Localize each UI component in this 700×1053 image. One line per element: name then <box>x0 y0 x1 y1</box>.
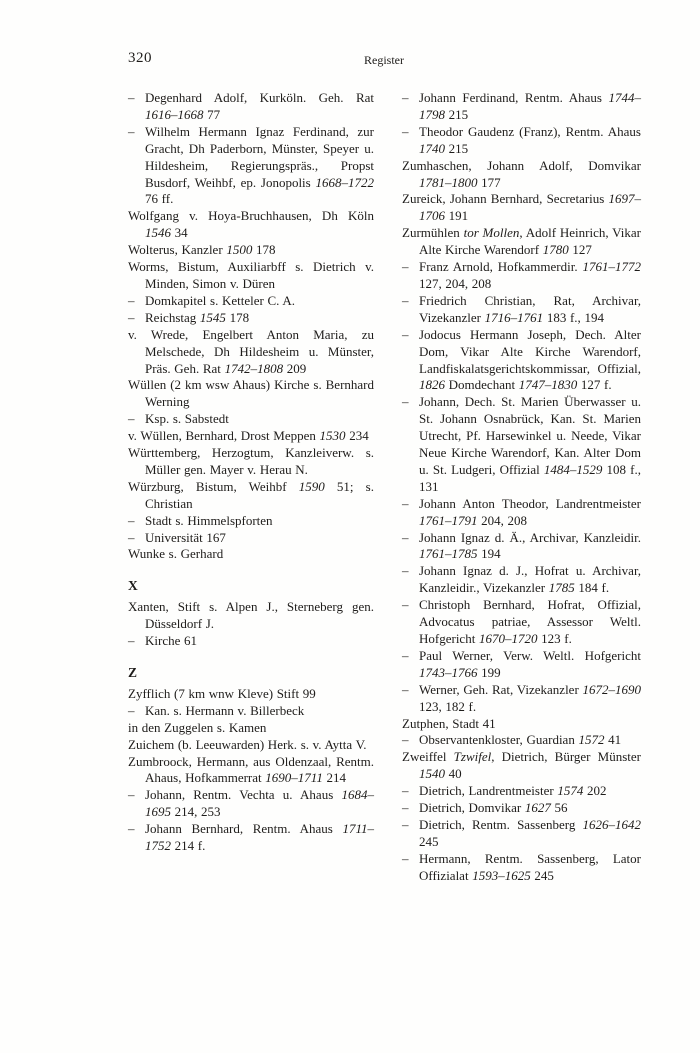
entry-text: 178 <box>252 242 276 258</box>
entry-dash: – <box>402 800 409 816</box>
index-entry <box>128 513 374 530</box>
entry-text: 127, 204, 208 <box>419 275 492 291</box>
entry-dash: – <box>128 123 135 139</box>
entry-text: Observantenkloster, Guardian <box>419 732 579 748</box>
index-entry <box>128 293 374 310</box>
running-title: Register <box>364 53 404 67</box>
entry-text: 123, 182 f. <box>419 698 477 714</box>
entry-date-italic: 1530 <box>319 428 346 444</box>
index-entry <box>128 242 374 259</box>
entry-dash: – <box>128 90 135 105</box>
entry-date-italic: 1826 <box>419 377 445 393</box>
entry-text: Zureick, Johann Bernhard, Secretarius <box>402 191 609 207</box>
entry-text: 245 <box>419 833 439 849</box>
entry-dash: – <box>128 292 135 308</box>
entry-text: 204, 208 <box>477 512 528 528</box>
entry-text: Zyfflich (7 km wnw Kleve) Stift 99 <box>128 685 316 701</box>
index-entry <box>128 720 374 737</box>
entry-dash: – <box>402 681 409 697</box>
entry-text: Zurmühlen <box>402 225 464 241</box>
index-entry <box>402 716 641 733</box>
entry-text: 215 <box>445 106 469 122</box>
index-entry <box>402 597 641 648</box>
entry-date-italic: 1711–1752 <box>145 821 374 854</box>
entry-text: 194 <box>477 546 501 562</box>
entry-date-italic: Tzwifel <box>453 749 492 765</box>
index-entry <box>128 737 374 754</box>
entry-text: , Dietrich, Bürger Münster <box>491 749 641 765</box>
entry-date-italic: 1540 <box>419 766 445 782</box>
entry-text: Zutphen, Stadt 41 <box>402 715 496 731</box>
entry-text: 215 <box>445 140 469 156</box>
entry-text: Zumhaschen, Johann Adolf, Domvikar <box>402 157 641 173</box>
entry-text: 184 f. <box>574 580 610 596</box>
entry-text: 108 f., 131 <box>419 461 641 494</box>
entry-date-italic: 1761–1791 <box>419 512 478 528</box>
section-letter: Z <box>128 665 138 680</box>
index-entry <box>402 648 641 682</box>
entry-dash: – <box>402 529 409 545</box>
index-entry <box>128 310 374 327</box>
index-entry <box>402 259 641 293</box>
index-entry <box>128 124 374 209</box>
entry-date-italic: 1593–1625 <box>472 867 531 883</box>
entry-text: 214 <box>322 770 346 786</box>
entry-date-italic: tor Mollen <box>463 225 520 241</box>
index-entry <box>128 599 374 633</box>
entry-text: 214 f. <box>171 838 206 854</box>
entry-dash: – <box>128 529 135 545</box>
entry-text: 214, 253 <box>171 804 221 820</box>
index-entry <box>128 428 374 445</box>
index-entry <box>402 800 641 817</box>
index-entry <box>402 749 641 783</box>
entry-text: Dietrich, Rentm. Sassenberg <box>419 816 583 832</box>
index-entry <box>402 682 641 716</box>
entry-text: 209 <box>283 360 307 376</box>
index-entry <box>402 817 641 851</box>
entry-text: Worms, Bistum, Auxiliarbff s. Dietrich v. Minden, Simon v. Düren <box>128 259 374 291</box>
entry-text: Franz Arnold, Hofkammerdir. <box>419 259 583 275</box>
entry-date-italic: 1500 <box>226 242 253 258</box>
entry-text: Zuichem (b. Leeuwarden) Herk. s. v. Aytta V. <box>128 736 367 752</box>
entry-text: Johann Ignaz d. J., Hofrat u. Archivar, Kanzleidir., Vizekanzler <box>419 563 641 596</box>
entry-dash: – <box>402 394 409 410</box>
index-entry <box>128 445 374 479</box>
index-column-right <box>402 90 641 885</box>
entry-text: Zweiffel <box>402 749 454 765</box>
entry-text: 127 <box>568 242 592 258</box>
entry-text: Degenhard Adolf, Kurköln. Geh. Rat <box>145 90 374 105</box>
index-column-left <box>128 90 374 855</box>
entry-text: v. Wrede, Engelbert Anton Maria, zu Melschede, Dh Hildesheim u. Münster, Präs. Geh. Rat <box>128 326 374 376</box>
index-entry <box>402 496 641 530</box>
page-number: 320 <box>128 50 152 66</box>
entry-text: Domdechant <box>445 377 519 393</box>
page-header <box>128 50 640 70</box>
entry-date-italic: 1716–1761 <box>484 309 544 325</box>
entry-dash: – <box>402 259 409 275</box>
entry-text: Zumbroock, Hermann, aus Oldenzaal, Rentm. Ahaus, Hofkammerrat <box>128 753 374 786</box>
entry-dash: – <box>402 90 409 105</box>
entry-text: 40 <box>445 766 462 782</box>
entry-text: Johann, Rentm. Vechta u. Ahaus <box>145 787 342 803</box>
entry-text: 127 f. <box>577 377 612 393</box>
index-entry <box>402 90 641 124</box>
entry-text: 183 f., 194 <box>543 309 604 325</box>
index-entry <box>128 787 374 821</box>
entry-text: in den Zuggelen s. Kamen <box>128 719 267 735</box>
entry-dash: – <box>402 732 409 748</box>
entry-text: 191 <box>445 208 469 224</box>
entry-text: Johann Bernhard, Rentm. Ahaus <box>145 821 343 837</box>
index-entry <box>128 377 374 411</box>
entry-date-italic: 1626–1642 <box>582 816 641 832</box>
index-entry <box>402 124 641 158</box>
index-entry <box>128 479 374 513</box>
entry-text: 51; s. Christian <box>145 478 374 511</box>
entry-text: Dietrich, Domvikar <box>419 800 525 816</box>
entry-text: Xanten, Stift s. Alpen J., Sterneberg gen. Düsseldorf J. <box>128 599 374 632</box>
entry-text: Kan. s. Hermann v. Billerbeck <box>145 702 305 718</box>
entry-text: Reichstag <box>145 309 200 325</box>
entry-text: Werner, Geh. Rat, Vizekanzler <box>419 681 583 697</box>
index-entry <box>128 633 374 650</box>
entry-text: 245 <box>530 867 554 883</box>
entry-date-italic: 1761–1772 <box>582 259 641 275</box>
entry-text: Theodor Gaudenz (Franz), Rentm. Ahaus <box>419 123 641 139</box>
index-entry <box>402 851 641 885</box>
entry-text: Wolterus, Kanzler <box>128 242 227 258</box>
entry-date-italic: 1684–1695 <box>145 787 374 820</box>
entry-text: Christoph Bernhard, Hofrat, Offizial, Advocatus patriae, Assessor Weltl. Hofgericht <box>419 597 641 646</box>
index-entry <box>402 293 641 327</box>
entry-date-italic: 1780 <box>542 242 569 258</box>
entry-date-italic: 1590 <box>298 478 325 494</box>
entry-date-italic: 1744–1798 <box>419 90 641 122</box>
entry-text: Wolfgang v. Hoya-Bruchhausen, Dh Köln <box>128 208 374 224</box>
entry-date-italic: 1690–1711 <box>265 770 323 786</box>
entry-text: Stadt s. Himmelspforten <box>145 512 273 528</box>
index-entry <box>402 530 641 564</box>
entry-dash: – <box>128 309 135 325</box>
entry-date-italic: 1697–1706 <box>419 191 641 224</box>
entry-dash: – <box>128 702 135 718</box>
entry-date-italic: 1668–1722 <box>315 174 374 190</box>
entry-dash: – <box>402 783 409 799</box>
entry-dash: – <box>402 816 409 832</box>
entry-dash: – <box>402 597 409 613</box>
entry-date-italic: 1781–1800 <box>419 174 478 190</box>
entry-date-italic: 1743–1766 <box>419 664 478 680</box>
section-letter: X <box>128 578 138 594</box>
entry-text: Wunke s. Gerhard <box>128 546 224 562</box>
index-entry <box>128 327 374 378</box>
entry-text: 202 <box>583 783 607 799</box>
entry-dash: – <box>128 787 135 803</box>
index-entry <box>402 783 641 800</box>
entry-text: Paul Werner, Verw. Weltl. Hofgericht <box>419 647 641 663</box>
entry-dash: – <box>128 821 135 837</box>
index-columns <box>128 90 641 885</box>
entry-text: 123 f. <box>537 631 572 646</box>
entry-text: Johann Anton Theodor, Landrentmeister <box>419 495 641 511</box>
entry-date-italic: 1742–1808 <box>224 360 284 376</box>
index-entry <box>402 394 641 495</box>
entry-text: Friedrich Christian, Rat, Archivar, Vizekanzler <box>419 292 641 325</box>
entry-text: 177 <box>477 174 501 190</box>
entry-dash: – <box>402 123 409 139</box>
entry-dash: – <box>402 495 409 511</box>
entry-date-italic: 1627 <box>524 800 551 816</box>
entry-date-italic: 1545 <box>199 309 226 325</box>
entry-date-italic: 1616–1668 <box>145 106 204 122</box>
index-entry <box>128 821 374 855</box>
entry-date-italic: 1670–1720 <box>478 631 538 646</box>
index-entry <box>128 703 374 720</box>
entry-date-italic: 1747–1830 <box>518 377 578 393</box>
entry-text: Johann Ferdinand, Rentm. Ahaus <box>419 90 609 105</box>
entry-date-italic: 1484–1529 <box>543 461 603 477</box>
entry-text: Hermann, Rentm. Sassenberg, Lator Offizialat <box>419 850 641 883</box>
entry-date-italic: 1672–1690 <box>582 681 641 697</box>
index-entry <box>402 732 641 749</box>
index-entry <box>128 530 374 547</box>
index-entry <box>128 90 374 124</box>
index-entry <box>128 259 374 293</box>
entry-date-italic: 1761–1785 <box>419 546 478 562</box>
entry-dash: – <box>402 326 409 342</box>
entry-date-italic: 1546 <box>145 225 171 241</box>
entry-date-italic: 1785 <box>548 580 575 596</box>
entry-text: Würzburg, Bistum, Weihbf <box>128 478 299 494</box>
index-entry <box>402 191 641 225</box>
index-entry <box>402 158 641 192</box>
entry-date-italic: 1572 <box>578 732 605 748</box>
entry-text: v. Wüllen, Bernhard, Drost Meppen <box>128 428 320 444</box>
entry-text: Wilhelm Hermann Ignaz Ferdinand, zur Gracht, Dh Paderborn, Münster, Speyer u. Hildesheim, Regierungspräs., Propst Busdorf, Weihbf, ep. Jonopolis <box>145 123 374 190</box>
entry-text: , Adolf Heinrich, Vikar Alte Kirche Warendorf <box>419 225 641 258</box>
entry-text: Wüllen (2 km wsw Ahaus) Kirche s. Bernhard Werning <box>128 377 374 410</box>
entry-text: 56 <box>550 800 568 816</box>
entry-dash: – <box>402 850 409 866</box>
entry-text: Johann, Dech. St. Marien Überwasser u. St. Johann Osnabrück, Kan. St. Marien Utrecht, Pf. Harsewinkel u. Neede, Vikar Neue Kirche Warendorf, Kan. Alter Dom u. St. Ludgeri, Offizial <box>419 394 641 477</box>
entry-text: 77 <box>203 106 221 122</box>
entry-text: Universität 167 <box>145 529 226 545</box>
entry-date-italic: 1740 <box>419 140 445 156</box>
entry-date-italic: 1574 <box>557 783 584 799</box>
entry-text: Württemberg, Herzogtum, Kanzleiverw. s. Müller gen. Mayer v. Herau N. <box>128 445 374 477</box>
entry-text: Ksp. s. Sabstedt <box>145 411 229 427</box>
index-entry <box>402 225 641 259</box>
index-entry <box>128 411 374 428</box>
entry-text: 76 ff. <box>145 191 174 207</box>
entry-dash: – <box>402 563 409 579</box>
entry-dash: – <box>128 512 135 528</box>
entry-text: 41 <box>604 732 622 748</box>
index-entry <box>128 546 374 563</box>
index-entry <box>128 754 374 788</box>
entry-text: 234 <box>345 428 369 444</box>
index-entry <box>128 208 374 242</box>
index-entry <box>402 327 641 395</box>
entry-text: 199 <box>477 664 501 680</box>
entry-text: 178 <box>225 309 250 325</box>
entry-text: Jodocus Hermann Joseph, Dech. Alter Dom, Vikar Alte Kirche Warendorf, Landfiskalatsgerichtskommissar, Offizial, <box>419 326 641 376</box>
entry-dash: – <box>402 292 409 308</box>
entry-text: Johann Ignaz d. Ä., Archivar, Kanzleidir. <box>419 529 641 545</box>
index-entry <box>128 686 374 703</box>
index-entry <box>402 563 641 597</box>
entry-dash: – <box>128 411 135 427</box>
entry-text: Kirche 61 <box>145 633 198 649</box>
entry-dash: – <box>402 647 409 663</box>
entry-text: 34 <box>171 225 188 241</box>
entry-text: Dietrich, Landrentmeister <box>419 783 558 799</box>
entry-dash: – <box>128 633 135 649</box>
entry-text: Domkapitel s. Ketteler C. A. <box>145 292 295 308</box>
